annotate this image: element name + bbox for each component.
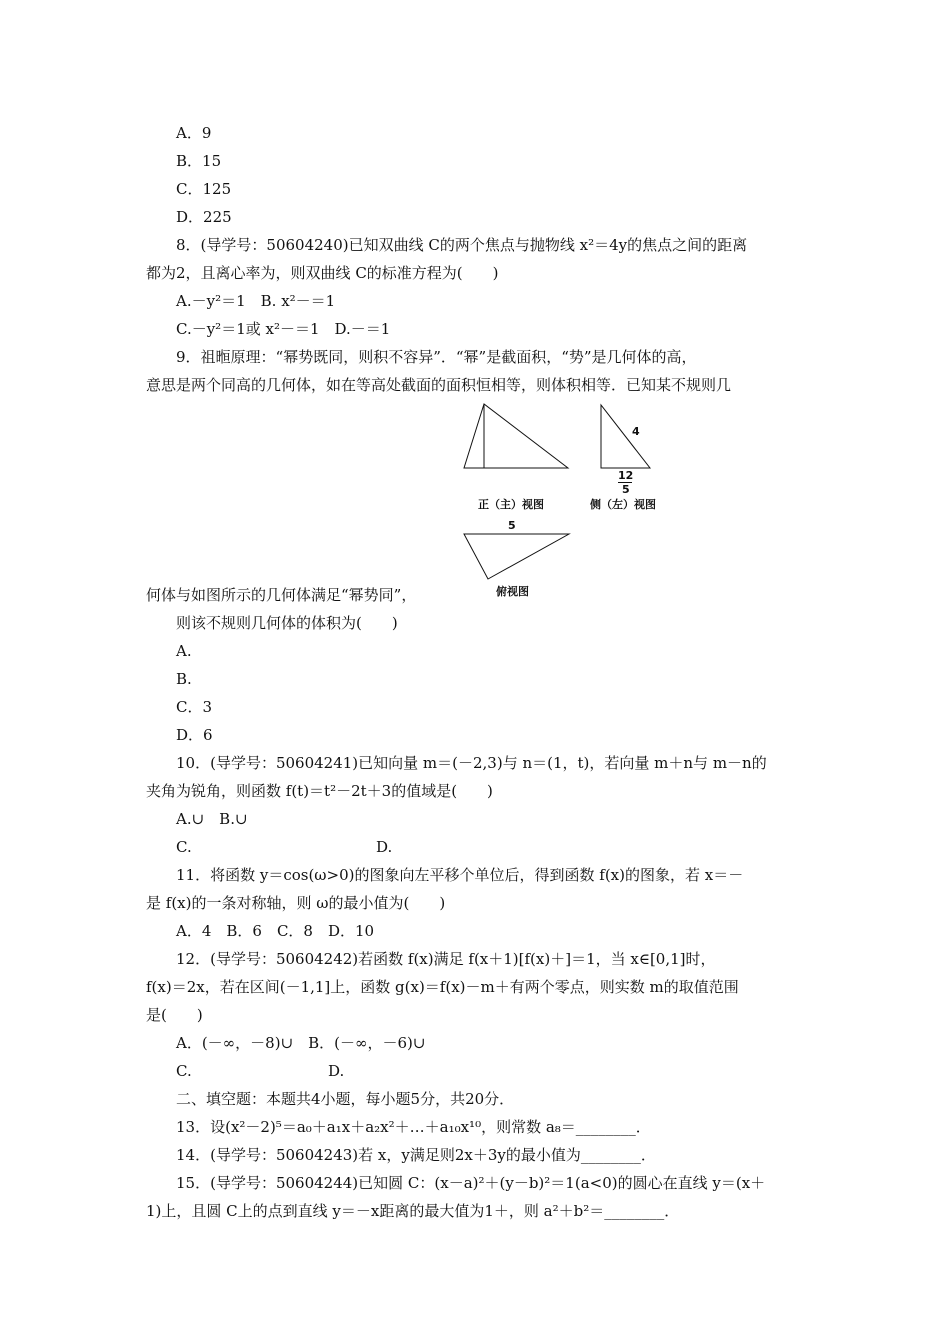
q9-option-c: C．3 — [176, 698, 213, 716]
top-view-label: 俯视图 — [496, 585, 529, 598]
q13: 13．设(x²－2)⁵＝a₀＋a₁x＋a₂x²＋…＋a₁₀x¹⁰，则常数 a₈＝________． — [176, 1118, 651, 1136]
top-view-figure — [462, 530, 572, 582]
q12-line1: 12．(导学号：50604242)若函数 f(x)满足 f(x＋1)[f(x)＋]＝1，当 x∈[0,1]时， — [176, 950, 716, 968]
side-view-base-numerator: 12 — [618, 469, 634, 482]
q7-option-b: B．15 — [176, 152, 222, 170]
q9-option-b: B. — [176, 670, 192, 688]
q14: 14．(导学号：50604243)若 x，y满足则2x＋3y的最小值为________． — [176, 1146, 656, 1164]
q9-line1: 9．祖暅原理：“幂势既同，则积不容异”．“幂”是截面积，“势”是几何体的高， — [176, 348, 697, 366]
q12-line3: 是( ) — [146, 1006, 203, 1024]
q10-line2: 夹角为锐角，则函数 f(t)＝t²－2t＋3的值域是( ) — [146, 782, 493, 800]
q7-option-a: A．9 — [176, 124, 212, 142]
q10-line1: 10．(导学号：50604241)已知向量 m＝(－2,3)与 n＝(1，t)，若向量 m＋n与 m－n的 — [176, 754, 767, 772]
side-view-label: 侧（左）视图 — [590, 498, 656, 511]
q11-options: A．4 B．6 C．8 D．10 — [176, 922, 375, 940]
q15-line1: 15．(导学号：50604244)已知圆 C：(x－a)²＋(y－b)²＝1(a<0)的圆心在直线 y＝(x＋ — [176, 1174, 766, 1192]
section-heading: 二、填空题：本题共4小题，每小题5分，共20分． — [176, 1090, 515, 1108]
q9-line2: 意思是两个同高的几何体，如在等高处截面的面积恒相等，则体积相等．已知某不规则几 — [146, 376, 732, 394]
side-view-edge-label: 4 — [632, 425, 640, 438]
q9-option-a: A. — [176, 642, 192, 660]
q10-option-c: C. — [176, 838, 192, 856]
q9-option-d: D．6 — [176, 726, 213, 744]
front-view-figure — [462, 402, 572, 472]
q10-option-d: D. — [376, 838, 393, 856]
front-view-label: 正（主）视图 — [478, 498, 544, 511]
q8-options-cd: C.－y²＝1或 x²－＝1 D.－＝1 — [176, 320, 391, 338]
q15-line2: 1)上，且圆 C上的点到直线 y＝－x距离的最大值为1＋，则 a²＋b²＝________． — [146, 1202, 680, 1220]
q8-line2: 都为2，且离心率为，则双曲线 C的标准方程为( ) — [146, 264, 499, 282]
q9-line4: 则该不规则几何体的体积为( ) — [176, 614, 398, 632]
top-view-edge-label: 5 — [508, 519, 516, 532]
q12-line2: f(x)＝2x，若在区间(－1,1]上，函数 g(x)＝f(x)－m＋有两个零点，则实数 m的取值范围 — [146, 978, 739, 996]
q11-line1: 11．将函数 y＝cos(ω>0)的图象向左平移个单位后，得到函数 f(x)的图象，若 x＝－ — [176, 866, 744, 884]
q7-option-d: D．225 — [176, 208, 232, 226]
side-view-base-denominator: 5 — [622, 483, 630, 496]
q9-line3: 何体与如图所示的几何体满足“幂势同”， — [146, 586, 417, 604]
q7-option-c: C．125 — [176, 180, 232, 198]
q12-option-c: C. — [176, 1062, 192, 1080]
q11-line2: 是 f(x)的一条对称轴，则 ω的最小值为( ) — [146, 894, 446, 912]
q8-line1: 8．(导学号：50604240)已知双曲线 C的两个焦点与抛物线 x²＝4y的焦点之间的距离 — [176, 236, 748, 254]
side-view-figure — [598, 402, 654, 472]
q10-options-ab: A.∪ B.∪ — [176, 810, 248, 828]
q8-options-ab: A.－y²＝1 B. x²－＝1 — [176, 292, 336, 310]
q12-option-d: D. — [328, 1062, 345, 1080]
q12-options-ab: A．(－∞，－8)∪ B．(－∞，－6)∪ — [176, 1034, 426, 1052]
